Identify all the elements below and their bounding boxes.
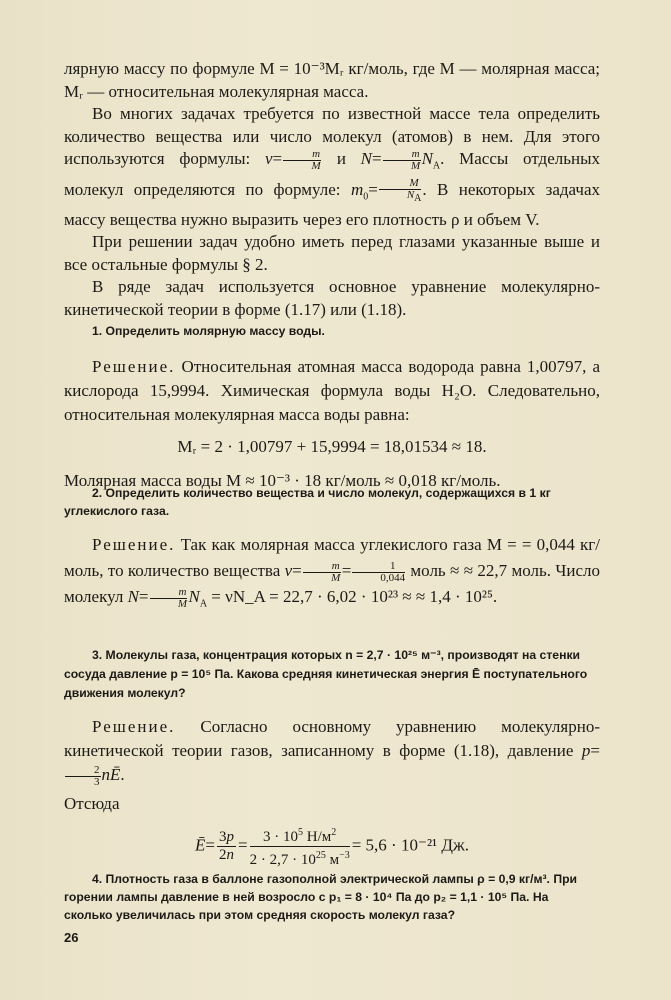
problem-1-result: Молярная масса воды M ≈ 10⁻³ · 18 кг/моль ≈ 0,018 кг/моль. [64,471,501,490]
problem-3-formula: Ē= $\frac{3p}{2n}$ = $3 \cdot 10^5$ $Н/м^2$ $2 \cdot 2,7 \cdot 10^{25}$ $м^{-3}$ = 5,6 · 10⁻²¹ Дж. [64,824,600,869]
problem-3-otsyuda: Отсюда [64,793,120,813]
page-number: 26 [64,930,79,945]
problem-4-title: 4. Плотность газа в баллоне газополной электрической лампы ρ = 0,9 кг/м³. При горении лампы давление в ней возросло с p₁ = 8 · 10⁴ Па до p₂ = 1,1 · 10⁵ Па. На сколько увеличилась при этом средняя скорость молекул газа? [64,872,578,922]
intro-paragraph-2b: Массы отдельных молекул определяются по формуле: [64,149,600,199]
intro-text [64,58,600,321]
n-fraction: $\frac{m}{M}$ [383,149,421,172]
intro-paragraph-3: При решении задач удобно иметь перед глазами указанные выше и все остальные формулы § 2. [64,232,600,274]
problem-1 [64,322,600,493]
intro-line-1: лярную массу по формуле M = 10⁻³Mᵣ кг/моль, где M — молярная масса; Mᵣ — относительная молекулярная масса. [64,59,600,101]
problem-2-text-1: Так как молярная масса углекислого газа M = = 0,044 кг/моль, то количество вещества [64,535,601,580]
problem-1-title: 1. Определить молярную массу воды. [92,324,325,338]
solution-label: Решение. [92,357,176,376]
problem-1-formula: Mᵣ = 2 · 1,00797 + 15,9994 = 18,01534 ≈ 18. [177,437,487,456]
problem-2-text-3: = νN_A = 22,7 · 6,02 · 10²³ ≈ ≈ 1,4 · 10²⁵. [211,587,498,606]
one-over-fraction: $\frac{1}{0,044}$ [352,561,405,584]
three-p-fraction: $\frac{3p}{2n}$ [218,828,234,863]
problem-3-solution: Решение. Согласно основному уравнению молекулярно-кинетической теории газов, записанному в форме (1.18), давление p= $\frac{2}{3}$ nĒ. [64,717,600,788]
nu-fraction: $\frac{m}{M}$ [283,149,321,172]
m0-fraction: $\frac{M}{N_A}$ [379,178,422,204]
problem-3-solution-text: Согласно основному уравнению молекулярно-кинетической теории газов, записанному в форме (1.18), давление [64,717,600,760]
problem-2 [64,484,600,617]
n-fraction: $\frac{m}{M}$ [150,587,188,610]
solution-label: Решение. [92,717,176,736]
intro-paragraph-2c: В некоторых задачах массу вещества нужно выразить через его плотность ρ и объем V. [64,179,600,229]
problem-1-solution-text: Относительная атомная масса водорода равна 1,00797, а кислорода 15,9994. Химическая формула воды H₂O. Следовательно, относительная молекулярная масса воды равна: [64,357,600,424]
problem-2-text-2: моль ≈ ≈ 22,7 моль. Число молекул [64,561,600,606]
problem-3-title: 3. Молекулы газа, концентрация которых n = 2,7 · 10²⁵ м⁻³, производят на стенки сосуда давление p = 10⁵ Па. Какова средняя кинетическая энергия Ē поступательного движения молекул? [64,648,588,700]
problem-2-title: 2. Определить количество вещества и число молекул, содержащихся в 1 кг углекислого газа. [64,486,551,518]
intro-paragraph-4: В ряде задач используется основное уравнение молекулярно-кинетической теории в форме (1.17) или (1.18). [64,277,600,319]
problem-3 [64,646,600,869]
solution-label: Решение. [92,535,176,554]
intro-paragraph-2a: Во многих задачах требуется по известной массе тела определить количество вещества или число молекул (атомов) в нем. Для этого используются формулы: [64,104,600,168]
energy-numeric-fraction: $3 \cdot 10^5$ $Н/м^2$ $2 \cdot 2,7 \cdot 10^{25}$ $м^{-3}$ [250,824,350,869]
two-thirds-fraction: $\frac{2}{3}$ [65,765,101,788]
problem-3-result: = 5,6 · 10⁻²¹ Дж. [351,835,469,854]
problem-4 [64,870,600,924]
nu-fraction: $\frac{m}{M}$ [303,561,341,584]
problem-1-solution [64,355,600,427]
intro-paragraph-2: Во многих задачах требуется по известной массе тела определить количество вещества или число молекул (атомов) в нем. Для этого используются формулы: ν= $\frac{m}{M}$ и N= $\frac{m}{M}$ $N_A$. Массы отдельных молекул определяются по формуле: $m_0=$ $\frac{M}{N_A}$ . В некоторых задачах массу вещества нужно выразить через его плотность ρ и объем V. [64,104,600,229]
problem-2-solution: Решение. Так как молярная масса углекислого газа M = = 0,044 кг/моль, то количество вещества ν= $\frac{m}{M}$ = $\frac{1}{0,044}$ моль ≈ ≈ 22,7 моль. Число молекул N= $\frac{m}{M}$ $N_A$ = νN_A = 22,7 · 6,02 · 10²³ ≈ ≈ 1,4 · 10²⁵. [64,535,601,610]
